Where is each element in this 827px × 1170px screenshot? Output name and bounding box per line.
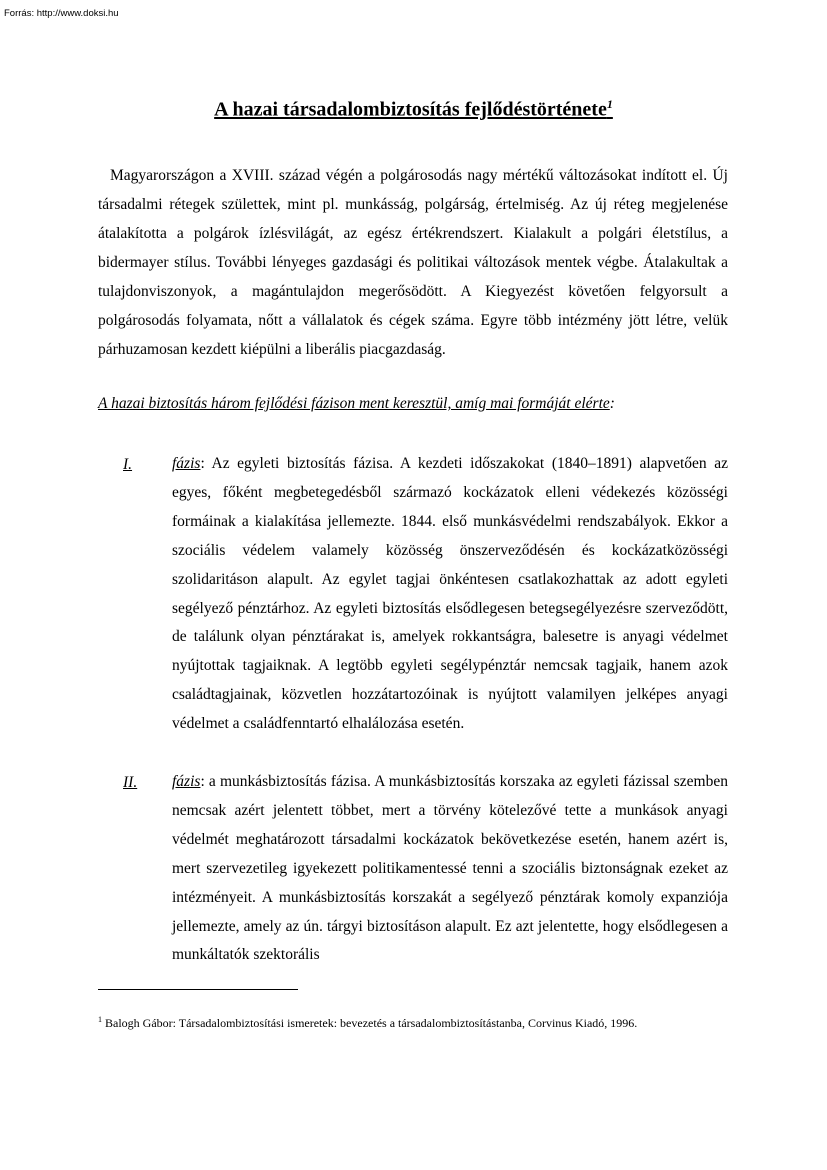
source-label: Forrás: http://www.doksi.hu xyxy=(4,8,119,19)
phase-label-1: fázis xyxy=(172,455,201,472)
phase-number-1: I. xyxy=(123,456,133,473)
page-title xyxy=(0,97,827,122)
phase-body-2: : a munkásbiztosítás fázisa. A munkásbiztosítás korszaka az egyleti fázissal szemben nemcsak azért jelentett többet, mert a törvény kötelezővé tette a munkások anyagi védelmét meghatározott társadalmi kockázatok bekövetkezése esetén, hanem azért is, mert szervezetileg igyekezett politikamentessé tenni a szociális biztonságnak ezeket az intézményeit. A munkásbiztosítás korszakát a segélyező pénztárak komoly expanziója jellemezte, amely az ún. tárgyi biztosításon alapult. Ez azt jelentette, hogy elsődlegesen a munkáltatók szektorális xyxy=(172,773,728,964)
footnote xyxy=(98,1015,637,1031)
phases-heading-colon: : xyxy=(609,395,615,412)
footnote-text: Balogh Gábor: Társadalombiztosítási ismeretek: bevezetés a társadalombiztosítástanba, Corvinus Kiadó, 1996. xyxy=(102,1016,638,1030)
phase-body-1: : Az egyleti biztosítás fázisa. A kezdeti időszakokat (1840–1891) alapvetően az egyes, főként megbetegedésből származó kockázatok elleni védekezés közösségi formáinak a kialakítása jellemezte. 1844. első munkásvédelmi rendszabályok. Ekkor a szociális védelem valamely közösség önszerveződésén és kockázatközösségi szolidaritáson alapult. Az egylet tagjai önkéntesen csatlakozhattak az adott egyleti segélyező pénztárhoz. Az egyleti biztosítás elsődlegesen betegsegélyezésre szerveződött, de találunk olyan pénztárakat is, amelyek rokkantságra, balesetre is anyagi védelmet nyújtottak tagjaiknak. A legtöbb egyleti segélypénztár nemcsak tagjaik, hanem azok családtagjainak, közvetlen hozzátartozóinak is nyújtott valamilyen jelképes anyagi védelmet a családfenntartó elhalálozása esetén. xyxy=(172,455,728,733)
footnote-mark: 1 xyxy=(98,1015,102,1024)
phase-number-2: II. xyxy=(123,774,138,791)
phase-text-1 xyxy=(172,450,728,739)
footnote-separator xyxy=(98,989,298,990)
title-text: A hazai társadalombiztosítás fejlődéstörténete xyxy=(214,98,607,121)
phases-heading-text: A hazai biztosítás három fejlődési fázison ment keresztül, amíg mai formáját elérte xyxy=(98,395,610,412)
intro-paragraph: Magyarországon a XVIII. század végén a polgárosodás nagy mértékű változásokat indított el. Új társadalmi rétegek születtek, mint pl. munkásság, polgárság, értelmiség. Az új réteg megjelenése átalakította a polgárok ízlésvilágát, az egész értékrendszert. Kialakult a polgári életstílus, a bidermayer stílus. További lényeges gazdasági és politikai változások mentek végbe. Átalakultak a tulajdonviszonyok, a magántulajdon megerősödött. A Kiegyezést követően felgyorsult a polgárosodás folyamata, nőtt a vállalatok és cégek száma. Egyre több intézmény jött létre, velük párhuzamosan kezdett kiépülni a liberális piacgazdaság. xyxy=(98,167,728,358)
phases-heading xyxy=(98,395,615,413)
phase-text-2 xyxy=(172,768,728,970)
phase-label-2: fázis xyxy=(172,773,201,790)
title-footnote-mark[interactable]: 1 xyxy=(606,97,613,111)
